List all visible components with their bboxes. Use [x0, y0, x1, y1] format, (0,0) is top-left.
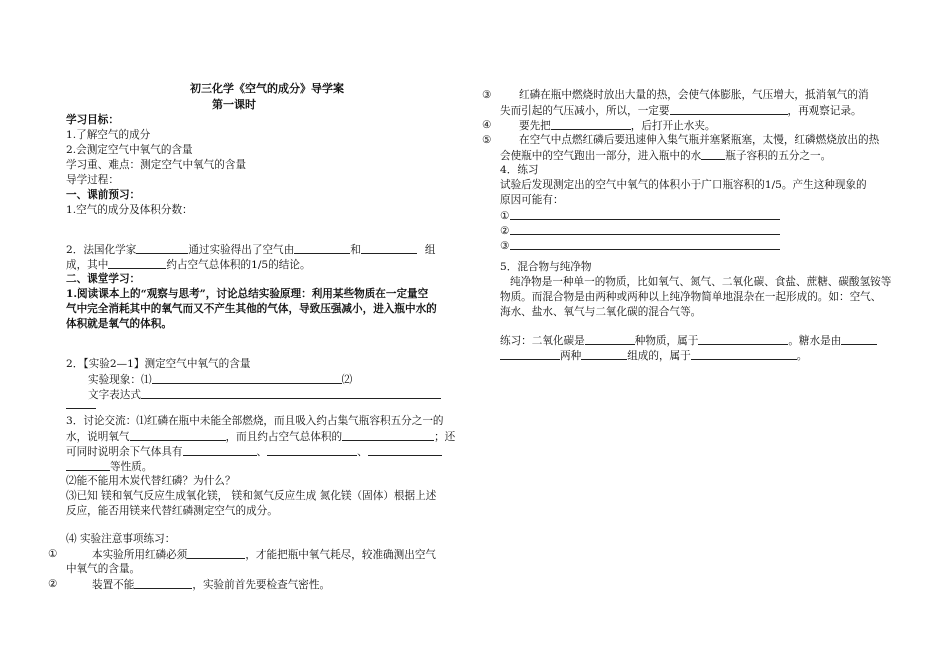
blank-mixture-type[interactable] [691, 348, 797, 360]
goal-1: 1.了解空气的成分 [66, 129, 151, 141]
word-equation-continuation [66, 397, 96, 414]
goals-heading: 学习目标： [66, 114, 119, 126]
notes-heading: ⑷ 实验注意事项练习： [66, 533, 176, 545]
blank-oxygen-property[interactable] [130, 429, 226, 441]
section-class-heading: 二、课堂学习： [66, 273, 141, 285]
blank-substance-type[interactable] [698, 333, 788, 345]
question-magnesium-line1: ⑶已知 镁和氧气反应生成氧化镁， 镁和氮气反应生成 氮化镁（固体）根据上述 [66, 490, 437, 502]
discussion-line3: 可同时说明余下气体具有 、 、 [66, 444, 442, 461]
discussion-line2: 水，说明氧气 ，而且约占空气总体积的 ；还 [66, 431, 456, 443]
document-title: 初三化学《空气的成分》导学案 [190, 82, 344, 95]
note-5-line1: 在空气中点燃红磷后要迅速伸入集气瓶并塞紧瓶塞，太慢，红磷燃烧放出的热 [519, 134, 880, 146]
blank-word-equation[interactable] [141, 387, 441, 399]
question-charcoal: ⑵能不能用木炭代替红磷？为什么？ [66, 475, 236, 487]
question-chemist-line1: 2．法国化学家 通过实验得出了空气由 和 组 [66, 244, 436, 256]
experiment-word-equation: 文字表达式 [88, 387, 441, 404]
blank-component-1[interactable] [294, 242, 350, 254]
discussion-line1: 3．讨论交流：⑴红磷在瓶中未能全部燃烧，而且吸入约占集气瓶容积五分之一的 [66, 415, 444, 427]
blank-substance-count[interactable] [585, 333, 635, 345]
reason-2: ② [500, 223, 780, 240]
exercise-4-line1: 试验后发现测定出的空气中氧气的体积小于广口瓶容积的1/5。产生这种现象的 [500, 179, 867, 191]
blank-sugar-water-1[interactable] [841, 333, 877, 345]
section-5-line1: 纯净物是一种单一的物质，比如氧气、氮气、二氧化碳、食盐、蔗糖、碳酸氢铵等 [510, 276, 892, 288]
question-composition: 1.空气的成分及体积分数： [66, 204, 193, 216]
practice-line2: 两种 组成的，属于 。 [500, 348, 807, 365]
blank-observation-1[interactable] [152, 372, 342, 384]
note-3-line1: 红磷在瓶中燃烧时放出大量的热，会使气体膨胀，气压增大，抵消氧气的消 [519, 89, 869, 101]
section-5-line2: 物质。而混合物是由两种或两种以上纯净物简单地混杂在一起形成的。如：空气、 [500, 291, 882, 303]
question-chemist-line2: 成，其中 约占空气总体积的1/5的结论。 [66, 259, 311, 271]
blank-component-2[interactable] [361, 242, 417, 254]
principle-line2: 气中完全消耗其中的氧气而又不产生其他的气体，导致压强减小，进入瓶中水的 [66, 303, 437, 315]
blank-gas-property-1[interactable] [183, 444, 257, 456]
document-subtitle: 第一课时 [212, 98, 256, 111]
blank-reason-3[interactable] [510, 238, 780, 250]
blank-sugar-water-2[interactable] [500, 348, 560, 360]
blank-word-equation-cont[interactable] [66, 397, 96, 409]
experiment-observation: 实验现象：⑴ ⑵ [88, 374, 353, 386]
section-5-line3: 海水、盐水、氧气与二氧化碳的混合气等。 [500, 306, 702, 318]
blank-gas-property-4[interactable] [66, 459, 110, 471]
discussion-line4: 等性质。 [66, 459, 152, 476]
exercise-4-heading: 4．练习 [500, 164, 539, 176]
blank-phosphorus-amount[interactable] [187, 547, 245, 559]
process-heading: 导学过程： [66, 174, 119, 186]
blank-water-amount[interactable] [701, 148, 725, 160]
blank-reason-2[interactable] [510, 223, 780, 235]
blank-gas-property-2[interactable] [267, 444, 357, 456]
section-5-heading: 5．混合物与纯净物 [500, 261, 592, 273]
blank-clamp[interactable] [551, 118, 631, 130]
reason-1: ① [500, 208, 780, 225]
key-points: 学习重、难点：测定空气中氧气的含量 [66, 159, 247, 171]
blank-gas[interactable] [108, 257, 166, 269]
blank-cool-down[interactable] [670, 103, 788, 115]
reason-3: ③ [500, 238, 780, 255]
blank-reason-1[interactable] [510, 208, 780, 220]
experiment-title: 2．【实验2—1】测定空气中氧气的含量 [66, 358, 251, 370]
note-1-line2: 中氧气的含量。 [66, 563, 141, 575]
note-3-number: ③ [482, 89, 492, 101]
note-3-line2: 失而引起的气压减小，所以，一定要 ，再观察记录。 [500, 105, 862, 117]
blank-oxygen-fraction[interactable] [342, 429, 434, 441]
note-4-number: ④ [482, 119, 492, 131]
principle-line1: 1.阅读课本上的“观察与思考”，讨论总结实验原理：利用某些物质在一定量空 [66, 288, 429, 300]
blank-sugar-water-3[interactable] [581, 348, 627, 360]
principle-line3: 体积就是氧气的体积。 [66, 318, 172, 330]
note-1-number: ① [48, 548, 58, 560]
note-2-line: 装置不能 ，实验前首先要检查气密性。 [92, 579, 331, 591]
practice-line1: 练习：二氧化碳是 种物质，属于 。糖水是由 [500, 333, 877, 350]
exercise-4-line2: 原因可能有： [500, 194, 564, 206]
question-magnesium-line2: 反应，能否用镁来代替红磷测定空气的成分。 [66, 505, 278, 517]
section-preview-heading: 一、课前预习： [66, 189, 141, 201]
note-5-number: ⑤ [482, 134, 492, 146]
note-1-line1: 本实验所用红磷必须 ，才能把瓶中氧气耗尽，较准确测出空气 [92, 549, 437, 561]
blank-apparatus[interactable] [134, 577, 192, 589]
note-4-line: 要先把 ，后打开止水夹。 [519, 120, 716, 132]
blank-chemist[interactable] [136, 242, 188, 254]
blank-gas-property-3[interactable] [368, 444, 442, 456]
note-5-line2: 会使瓶中的空气跑出一部分，进入瓶中的水 瓶子容积的五分之一。 [500, 150, 832, 162]
note-2-number: ② [48, 578, 58, 590]
goal-2: 2.会测定空气中氧气的含量 [66, 144, 193, 156]
